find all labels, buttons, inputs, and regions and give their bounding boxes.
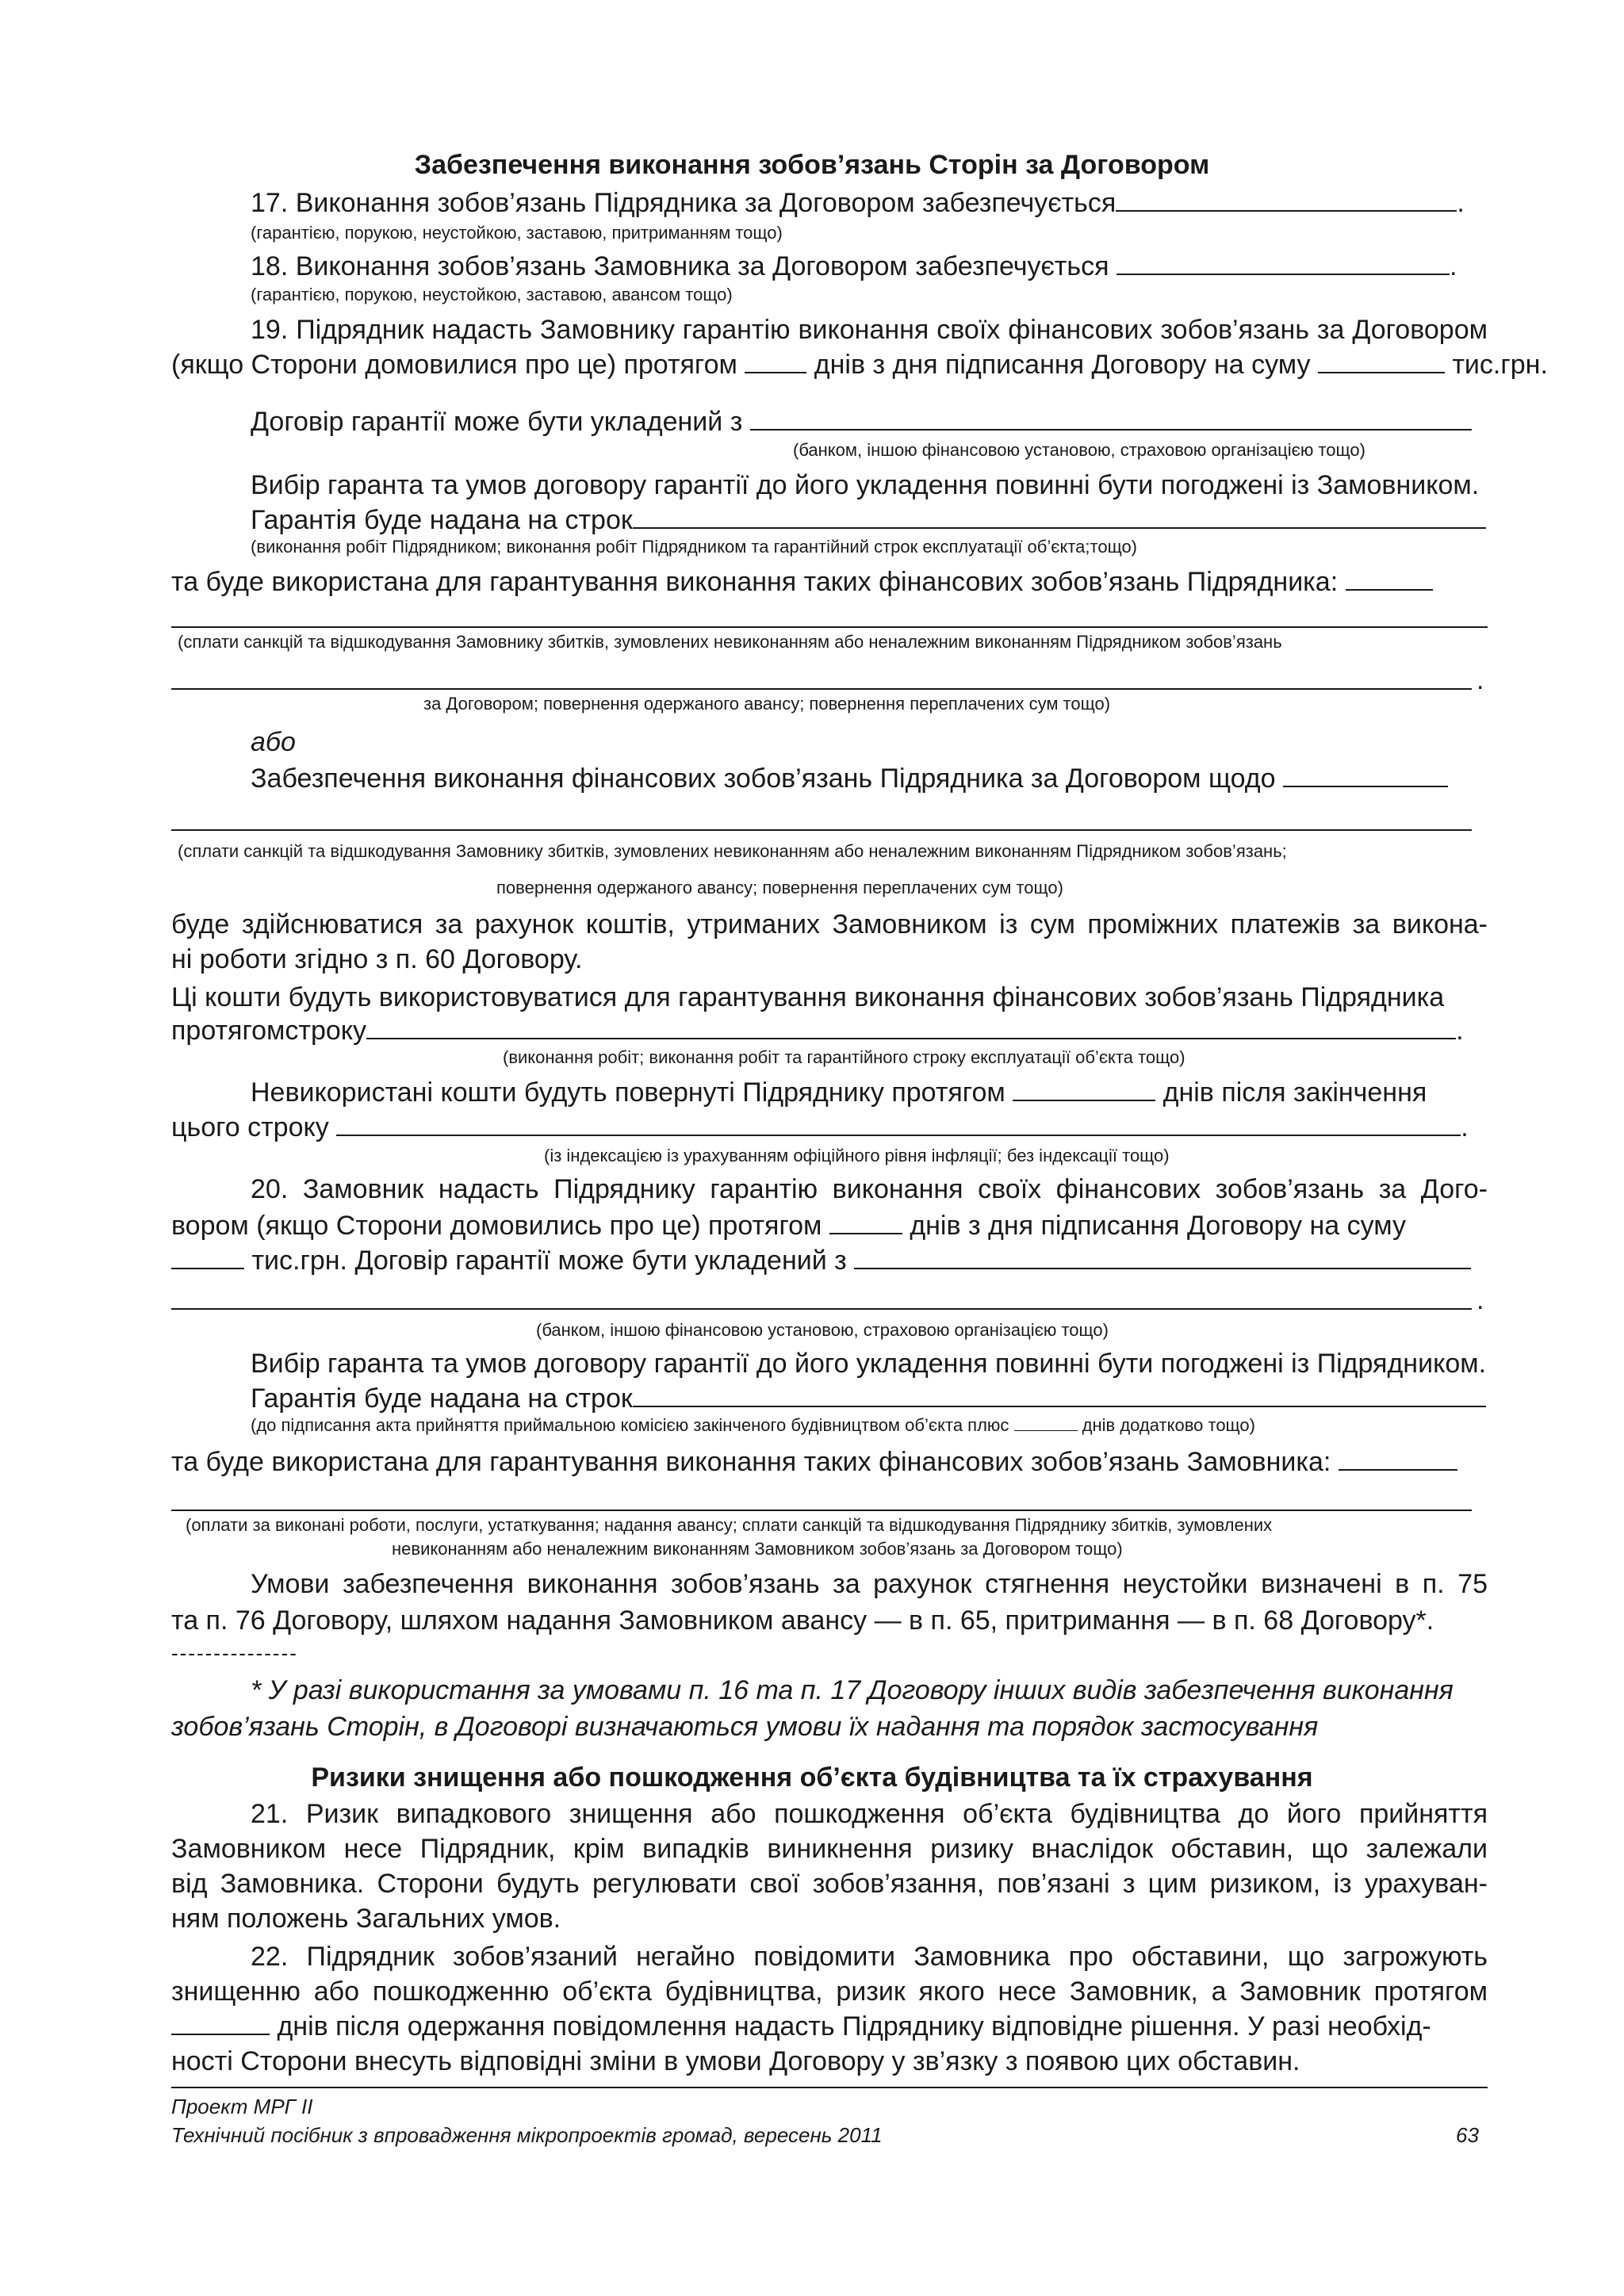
used-for2-hint2: невиконанням або неналежним виконанням Замовником зобов’язань за Договором тощо) [392, 1539, 1123, 1559]
guarantee-contract [251, 404, 1472, 439]
page-number: 63 [1456, 2123, 1479, 2147]
conditions-line2: та п. 76 Договору, шляхом надання Замовником авансу — в п. 65, притримання — в п. 68 Договору*. [171, 1605, 1434, 1636]
term2-hint-a: (до підписання акта прийняття приймальною комісією закінченого будівництвом об’єкта плюс [251, 1415, 1009, 1435]
clause-22-line2 [171, 1974, 1488, 2009]
clause-20-line1 [171, 1172, 1488, 1207]
clause-20-text1: 20. Замовник надасть Підряднику гарантію виконання своїх фінансових зобов’язань за Дого- [251, 1174, 1488, 1204]
term-text: Гарантія буде надана на строк [251, 505, 633, 535]
term2 [251, 1381, 1486, 1416]
fill-line[interactable] [171, 1510, 1472, 1511]
term2-blank[interactable] [633, 1382, 1486, 1407]
clause-18-blank[interactable] [1116, 250, 1450, 275]
period: . [1457, 188, 1465, 218]
footnote-line2: зобов’язань Сторін, в Договорі визначаються умови їх надання та порядок застосування [171, 1712, 1319, 1742]
clause-22-text2: знищенню або пошкодженню об’єкта будівництва, ризик якого несе Замовник, а Замовник протягом [171, 1976, 1488, 2007]
alt-security-text: Забезпечення виконання фінансових зобов’язань Підрядника за Договором щодо [251, 763, 1276, 794]
used-for-hint2: за Договором; повернення одержаного авансу; повернення переплачених сум тощо) [423, 694, 1111, 714]
section-title-security: Забезпечення виконання зобов’язань Сторін за Договором [414, 150, 1210, 180]
clause-20-hint: (банком, іншою фінансовою установою, страховою організацією тощо) [536, 1320, 1109, 1340]
clause-22-text3: днів після одержання повідомлення надасть Підряднику відповідне рішення. У разі необхід- [277, 2011, 1431, 2042]
clause-21-line3 [171, 1866, 1488, 1901]
clause-19-text1: 19. Підрядник надасть Замовнику гарантію виконання своїх фінансових зобов’язань за Договором [251, 315, 1488, 345]
fill-line[interactable] [171, 688, 1472, 690]
clause-20-text2b: днів з дня підписання Договору на суму [910, 1211, 1406, 1241]
clause-21-text3: від Замовника. Сторони будуть регулювати свої зобов’язання, пов’язані з цим ризиком, із урахуван- [171, 1869, 1488, 1899]
used-for [171, 564, 1433, 599]
clause-19-text2b: днів з дня підписання Договору на суму [814, 350, 1311, 380]
clause-19-line2 [171, 347, 1548, 382]
footnote-line1: * У разі використання за умовами п. 16 та п. 17 Договору інших видів забезпечення виконання [251, 1675, 1454, 1705]
period: . [1477, 665, 1484, 695]
footer-project: Проект МРГ ІІ [171, 2095, 313, 2118]
days-blank[interactable] [745, 348, 806, 373]
clause-18 [251, 249, 1457, 284]
used-for-blank[interactable] [1346, 565, 1433, 591]
alt-security-blank[interactable] [1283, 762, 1448, 787]
clause-21-line1 [171, 1797, 1488, 1831]
used-for2-blank[interactable] [1339, 1445, 1457, 1471]
amount-blank[interactable] [171, 1244, 244, 1269]
guarantee-contract-hint: (банком, іншою фінансовою установою, страховою організацією тощо) [793, 440, 1365, 460]
clause-20-line2 [171, 1208, 1406, 1243]
days-blank[interactable] [829, 1209, 902, 1234]
clause-21-line4: ням положень Загальних умов. [171, 1904, 561, 1934]
funds-term-blank[interactable] [366, 1014, 1456, 1039]
footnote-separator: --------------- [171, 1641, 298, 1665]
period: . [1449, 251, 1457, 281]
fill-line[interactable] [171, 829, 1472, 831]
clause-22-text1: 22. Підрядник зобов’язаний негайно повідомити Замовника про обставини, що загрожують [251, 1942, 1488, 1972]
used-for2-hint1: (оплати за виконані роботи, послуги, устаткування; надання авансу; сплати санкцій та відшкодування Підряднику збитків, зумовлених [186, 1515, 1273, 1535]
used-for-hint1: (сплати санкцій та відшкодування Замовнику збитків, зумовлених невиконанням або неналежним виконанням Підрядником зобов’язань [178, 632, 1282, 652]
section-title-risks: Ризики знищення або пошкодження об’єкта будівництва та їх страхування [311, 1762, 1313, 1793]
fill-line[interactable] [171, 626, 1488, 628]
guarantor-blank[interactable] [750, 405, 1472, 430]
clause-21-text1: 21. Ризик випадкового знищення або пошкодження об’єкта будівництва до його прийняття [251, 1799, 1488, 1829]
clause-22-line4: ності Сторони внесуть відповідні зміни в умови Договору у зв’язку з появою цих обставин. [171, 2046, 1300, 2076]
unused-line1 [251, 1075, 1427, 1110]
term2-hint [251, 1414, 1255, 1437]
alt-security [251, 761, 1448, 796]
clause-18-text: 18. Виконання зобов’язань Замовника за Договором забезпечується [251, 251, 1109, 281]
term-hint: (виконання робіт Підрядником; виконання робіт Підрядником та гарантійний строк експлуатації об’єкта;тощо) [251, 537, 1138, 557]
funds-text1: буде здійснюватися за рахунок коштів, утриманих Замовником із сум проміжних платежів за викона- [171, 909, 1488, 939]
guarantee-contract-text: Договір гарантії може бути укладений з [251, 407, 743, 437]
footer-manual: Технічний посібник з впровадження мікропроектів громад, вересень 2011 [171, 2123, 883, 2147]
clause-19-text2c: тис.грн. [1452, 350, 1548, 380]
period: . [1461, 1112, 1469, 1142]
used-for2-text: та буде використана для гарантування виконання таких фінансових зобов’язань Замовника: [171, 1447, 1331, 1477]
guarantor-blank[interactable] [854, 1244, 1471, 1269]
conditions-line1 [171, 1567, 1488, 1601]
clause-20-text3: тис.грн. Договір гарантії може бути укладений з [251, 1246, 847, 1276]
decision-days-blank[interactable] [171, 2010, 270, 2035]
unused-hint: (із індексацією із урахуванням офіційного рівня інфляції; без індексації тощо) [544, 1146, 1170, 1165]
unused-text-c: цього строку [171, 1112, 329, 1142]
clause-21-line2 [171, 1831, 1488, 1866]
clause-17-hint: (гарантією, порукою, неустойкою, заставою, притриманням тощо) [251, 223, 783, 243]
or-label: або [251, 727, 296, 757]
term-blank[interactable] [633, 503, 1486, 529]
term2-hint-b: днів додатково тощо) [1082, 1415, 1255, 1435]
clause-22-line1 [171, 1939, 1488, 1974]
clause-18-hint: (гарантією, порукою, неустойкою, заставою, авансом тощо) [251, 285, 733, 304]
clause-20-text2a: вором (якщо Сторони домовились про це) протягом [171, 1211, 822, 1241]
used-for2 [171, 1445, 1457, 1479]
footer-divider [171, 2087, 1488, 2088]
unused-text-b: днів після закінчення [1162, 1077, 1427, 1108]
clause-19-line1 [171, 312, 1488, 347]
funds-line1 [171, 907, 1488, 942]
clause-17-text: 17. Виконання зобов’язань Підрядника за Договором забезпечується [251, 188, 1116, 218]
conditions-text1: Умови забезпечення виконання зобов’язань за рахунок стягнення неустойки визначені в п. 75 [251, 1569, 1488, 1599]
clause-22-line3 [171, 2009, 1431, 2044]
funds-use: Ці кошти будуть використовуватися для гарантування виконання фінансових зобов’язань Підрядника [171, 982, 1445, 1012]
period: . [1477, 1285, 1484, 1315]
funds-term [171, 1013, 1464, 1048]
alt-hint2: повернення одержаного авансу; повернення переплачених сум тощо) [496, 878, 1063, 897]
unused-line2 [171, 1110, 1469, 1145]
choice-guarantor: Вибір гаранта та умов договору гарантії до його укладення повинні бути погоджені із Замовником. [251, 470, 1480, 500]
period: . [1456, 1016, 1464, 1046]
funds-term-text: протягомстроку [171, 1016, 367, 1046]
funds-term-hint: (виконання робіт; виконання робіт та гарантійного строку експлуатації об’єкта тощо) [503, 1047, 1185, 1067]
unused-days-blank[interactable] [1013, 1076, 1155, 1101]
funds-line2: ні роботи згідно з п. 60 Договору. [171, 944, 583, 974]
clause-19-text2a: (якщо Сторони домовилися про це) протягом [171, 350, 737, 380]
unused-text-a: Невикористані кошти будуть повернуті Підряднику протягом [251, 1077, 1005, 1108]
term [251, 503, 1486, 538]
choice-guarantor2: Вибір гаранта та умов договору гарантії до його укладення повинні бути погоджені із Підрядником. [251, 1349, 1487, 1379]
amount-blank[interactable] [1318, 348, 1445, 373]
clause-21-text2: Замовником несе Підрядник, крім випадків виникнення ризику внаслідок обставин, що залежали [171, 1834, 1488, 1864]
clause-17-blank[interactable] [1116, 186, 1457, 212]
alt-hint1: (сплати санкцій та відшкодування Замовнику збитків, зумовлених невиконанням або неналежним виконанням Підрядником зобов’язань; [178, 841, 1287, 861]
used-for-text: та буде використана для гарантування виконання таких фінансових зобов’язань Підрядника: [171, 567, 1339, 597]
clause-17 [251, 186, 1465, 220]
term2-text: Гарантія буде надана на строк [251, 1383, 633, 1414]
clause-20-line3 [171, 1243, 1471, 1278]
fill-line[interactable] [171, 1308, 1472, 1310]
extra-days-blank[interactable] [1014, 1416, 1078, 1431]
unused-blank[interactable] [336, 1111, 1461, 1136]
